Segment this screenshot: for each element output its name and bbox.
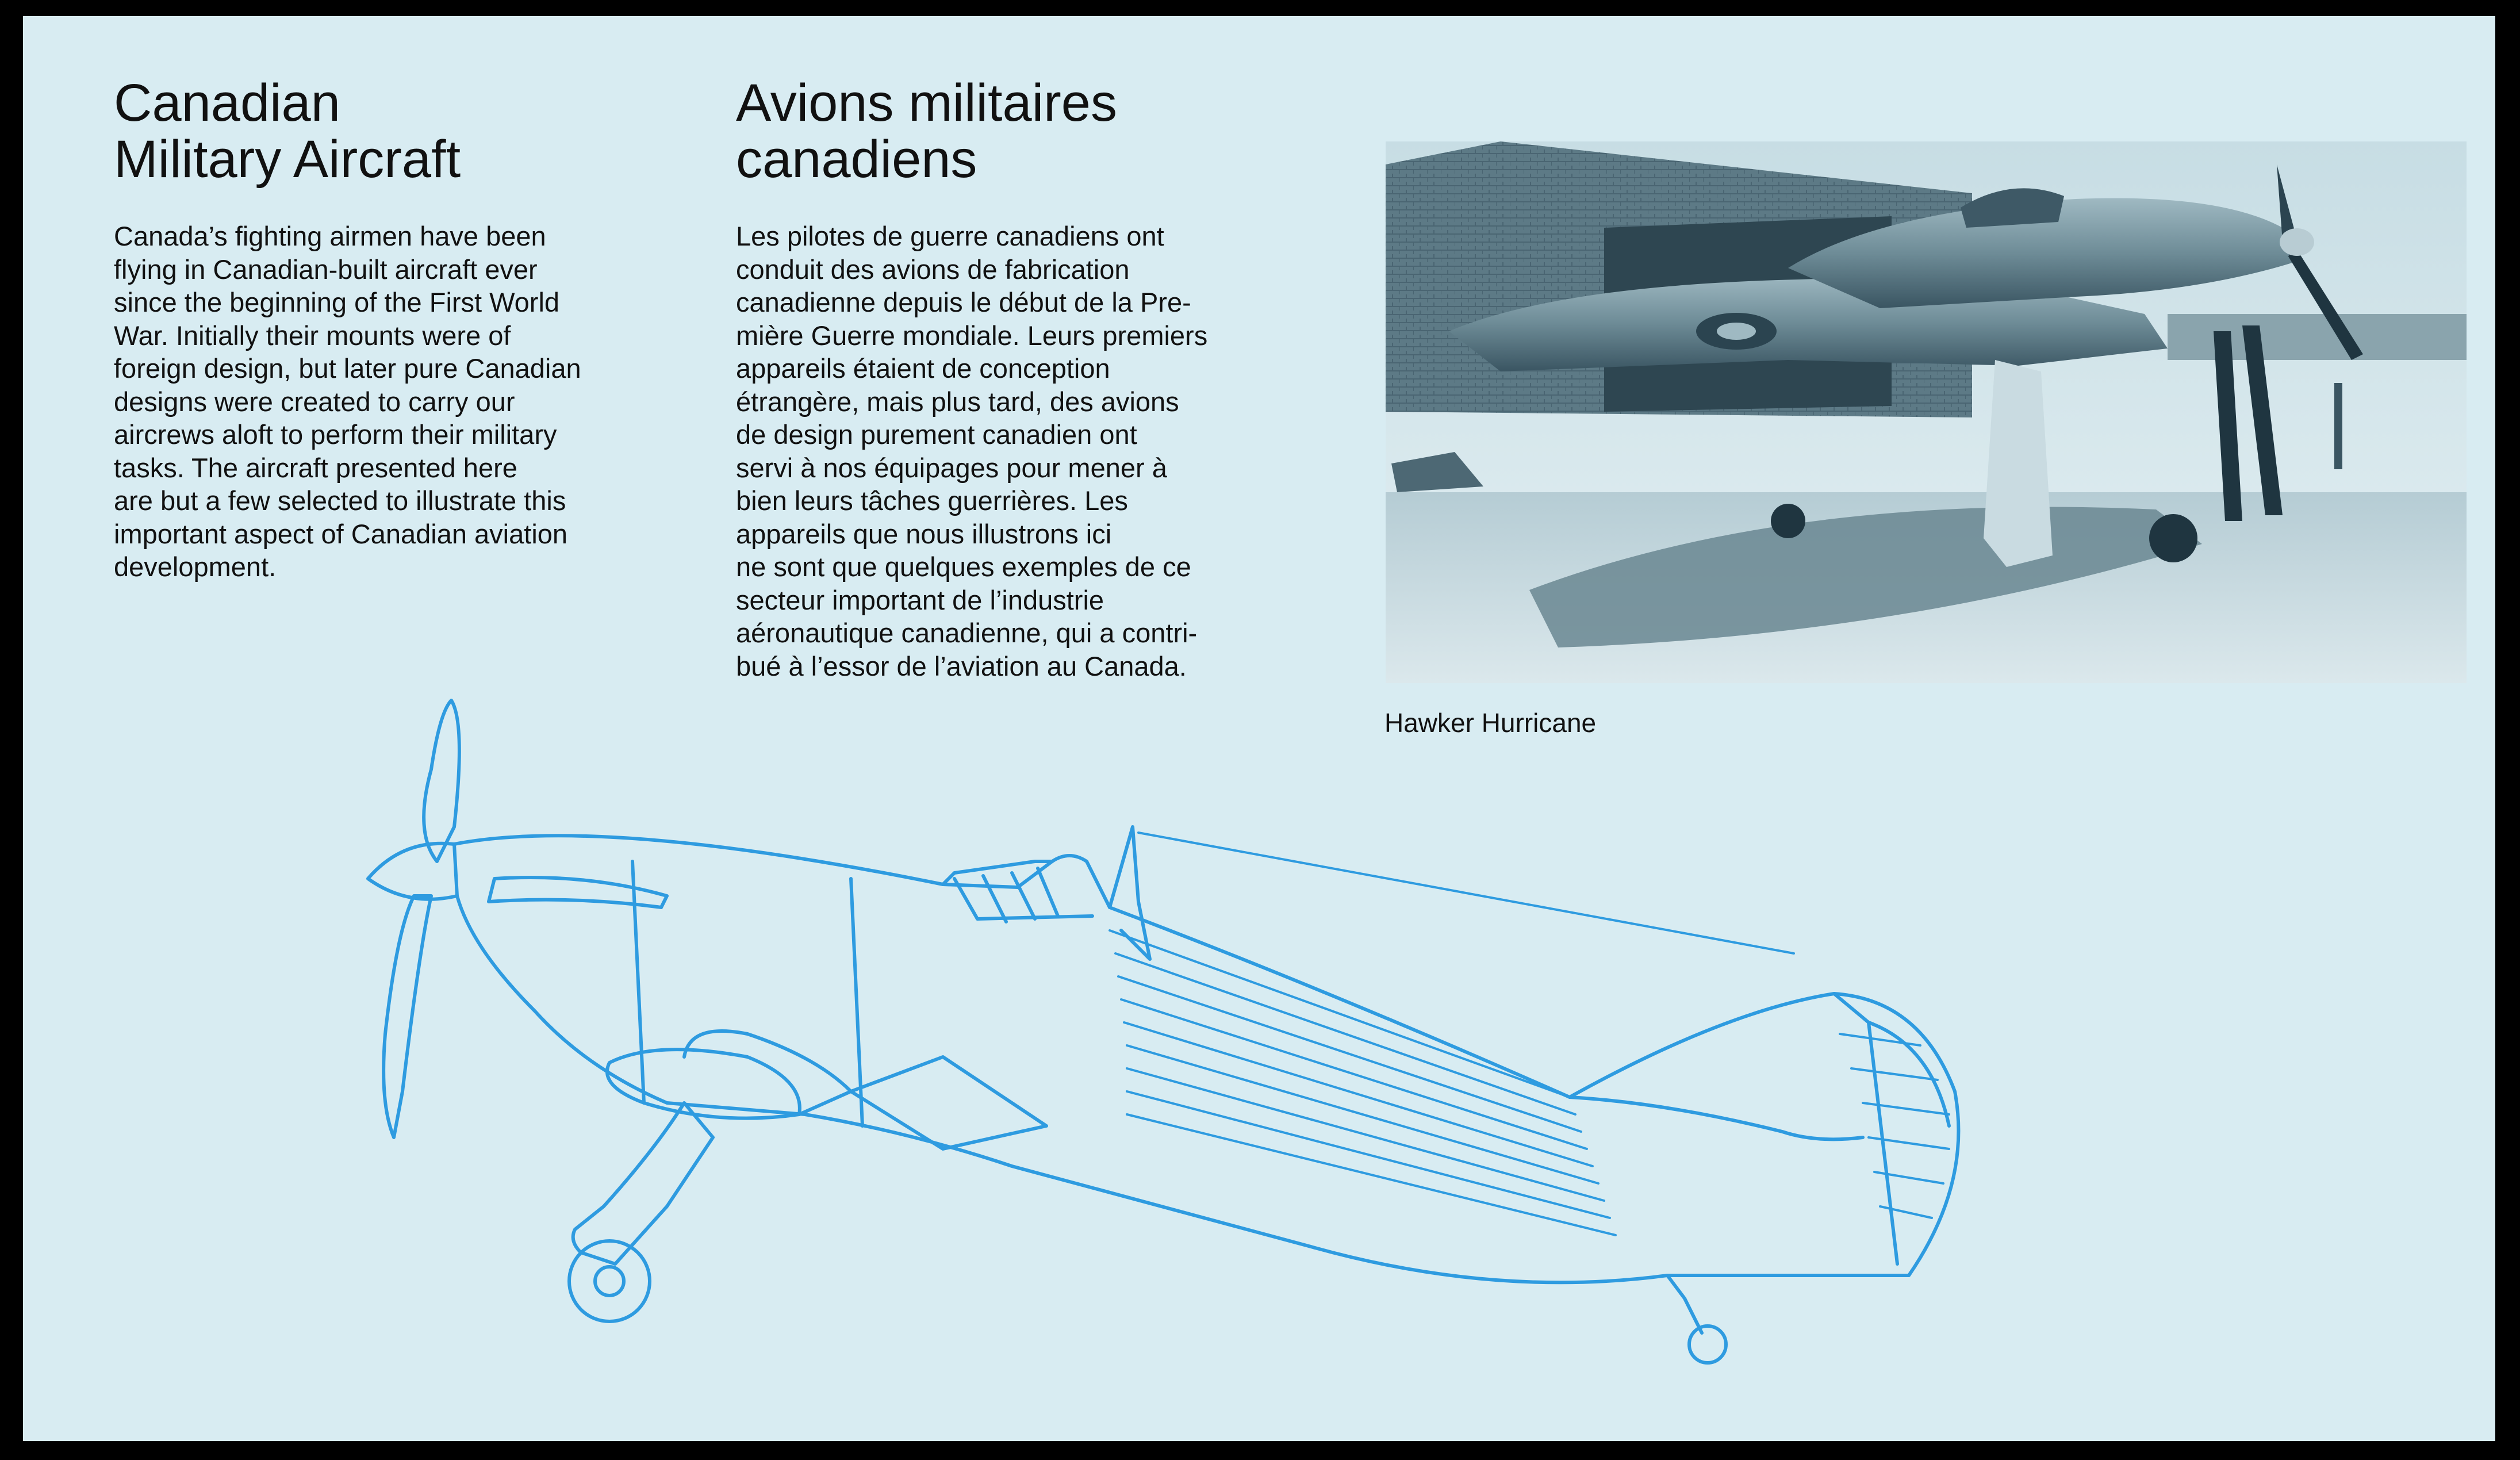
- tailplane: [1570, 1097, 1863, 1139]
- photo-caption: Hawker Hurricane: [1384, 708, 1597, 738]
- french-body-line: appareils étaient de conception: [736, 353, 1110, 384]
- french-title: [736, 75, 1117, 187]
- french-title-line: canadiens: [736, 130, 977, 189]
- fuselage-outline: [454, 836, 1958, 1282]
- english-title: [114, 75, 461, 187]
- french-title-line: Avions militaires: [736, 74, 1117, 132]
- french-body-line: de design purement canadien ont: [736, 419, 1137, 450]
- french-body-line: bué à l’essor de l’aviation au Canada.: [736, 650, 1187, 681]
- spinner: [368, 844, 457, 899]
- hurricane-photo-image: [1386, 141, 2467, 683]
- propeller-bottom-blade: [383, 896, 431, 1137]
- aerial-wire: [1138, 833, 1794, 953]
- english-body-line: designs were created to carry our: [114, 386, 515, 417]
- brochure-page: [23, 16, 2495, 1441]
- wing-flap: [851, 1057, 1046, 1149]
- english-body-line: War. Initially their mounts were of: [114, 320, 511, 351]
- main-wheel: [569, 1241, 650, 1321]
- tail-wheel: [1689, 1326, 1726, 1363]
- english-body-line: flying in Canadian-built aircraft ever: [114, 254, 538, 285]
- english-title-line: Canadian: [114, 74, 340, 132]
- spinner: [2280, 228, 2314, 256]
- post: [2334, 383, 2342, 469]
- french-body-line: ne sont que quelques exemples de ce: [736, 551, 1191, 582]
- french-body-line: canadienne depuis le début de la Pre-: [736, 287, 1191, 317]
- rudder-ribs: [1840, 1034, 1949, 1218]
- french-body-line: conduit des avions de fabrication: [736, 254, 1130, 285]
- english-body-line: aircrews aloft to perform their military: [114, 419, 557, 450]
- main-gear-leg: [573, 1103, 713, 1264]
- wheel: [1771, 504, 1805, 538]
- radiator-fairing: [607, 1049, 800, 1118]
- french-body-line: étrangère, mais plus tard, des avions: [736, 386, 1179, 417]
- rudder: [1834, 994, 1949, 1264]
- antenna-mast: [1110, 827, 1150, 959]
- english-body-line: tasks. The aircraft presented here: [114, 452, 517, 483]
- english-body: [114, 220, 581, 584]
- wing-root: [684, 1031, 851, 1114]
- english-body-line: development.: [114, 551, 277, 582]
- english-body-line: important aspect of Canadian aviation: [114, 518, 568, 549]
- french-body-line: bien leurs tâches guerrières. Les: [736, 485, 1128, 516]
- landing-gear-fairing: [1984, 360, 2053, 567]
- exhaust-stubs: [489, 877, 667, 907]
- french-body-line: mière Guerre mondiale. Leurs premiers: [736, 320, 1208, 351]
- french-body: [736, 220, 1207, 683]
- canopy-sill: [977, 916, 1092, 919]
- english-title-line: Military Aircraft: [114, 130, 461, 189]
- french-body-line: aéronautique canadienne, qui a contri-: [736, 618, 1198, 648]
- english-body-line: are but a few selected to illustrate this: [114, 485, 566, 516]
- canopy-panels: [954, 868, 1058, 922]
- french-body-line: appareils que nous illustrons ici: [736, 518, 1112, 549]
- hurricane-photo: [1386, 141, 2467, 683]
- panel-lines: [632, 861, 862, 1126]
- tail-wheel-leg: [1667, 1275, 1702, 1333]
- french-body-line: secteur important de l’industrie: [736, 584, 1104, 615]
- hurricane-outline: [345, 689, 2185, 1408]
- french-body-line: Les pilotes de guerre canadiens ont: [736, 221, 1164, 251]
- wheel: [2149, 514, 2197, 562]
- hurricane-line-drawing: [345, 689, 2185, 1408]
- english-body-line: Canada’s fighting airmen have been: [114, 221, 546, 251]
- main-wheel-hub: [595, 1267, 624, 1296]
- english-body-line: foreign design, but later pure Canadian: [114, 353, 581, 384]
- propeller-top-blade: [424, 700, 459, 861]
- english-body-line: since the beginning of the First World: [114, 287, 560, 317]
- distant-building: [2168, 314, 2467, 360]
- french-body-line: servi à nos équipages pour mener à: [736, 452, 1167, 483]
